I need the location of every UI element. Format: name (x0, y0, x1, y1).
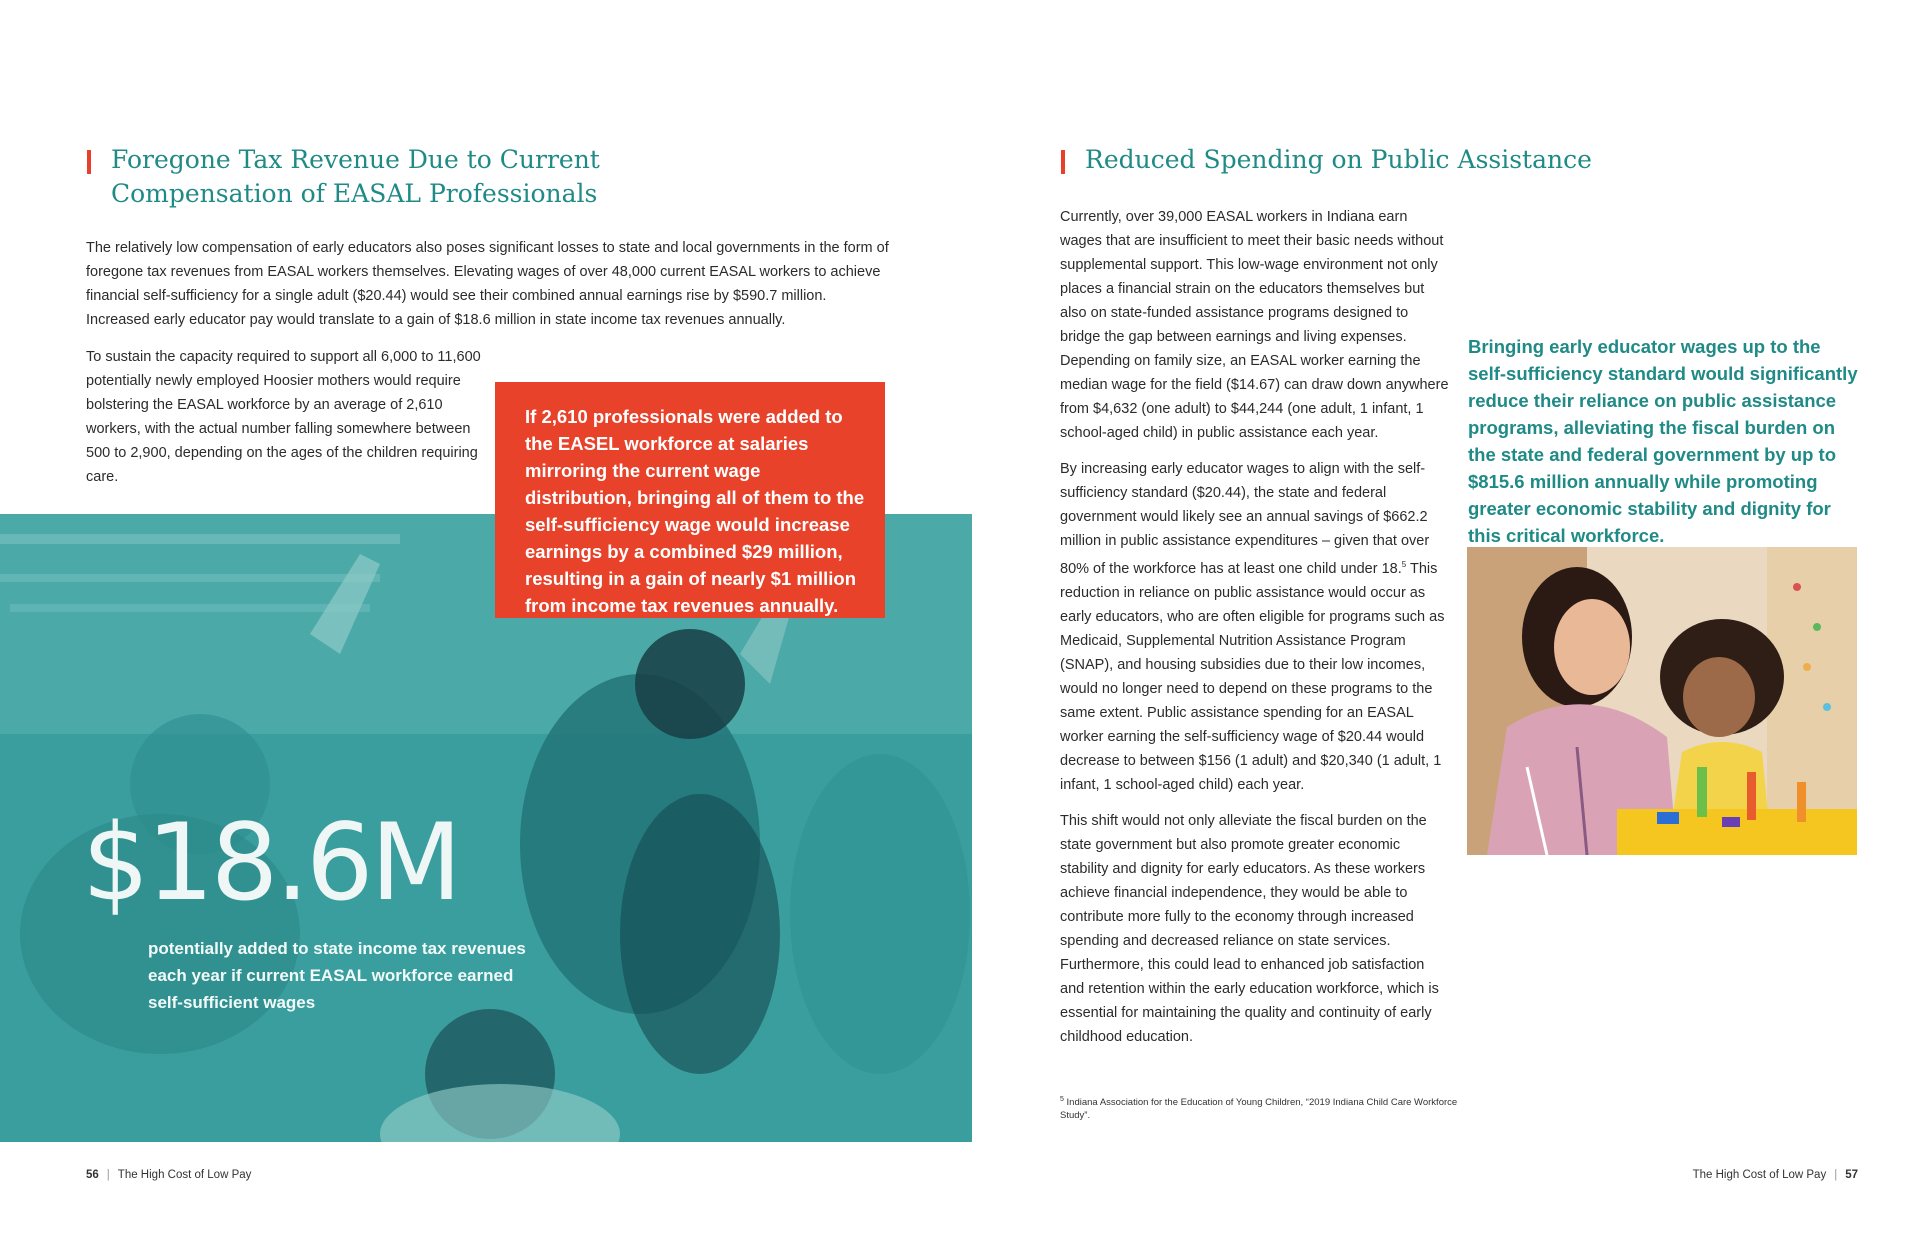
footnote-text: Indiana Association for the Education of Young Children, “2019 Indiana Child Care Workforce Study”. (1060, 1097, 1458, 1122)
right-paragraph-1: Currently, over 39,000 EASAL workers in Indiana earn wages that are insufficient to meet their basic needs without supplemental support. This low-wage environment not only places a financial strain on the educators themselves but also on state-funded assistance programs designed to bridge the gap between earnings and living expenses. Depending on family size, an EASAL worker earning the median wage for the field ($14.67) can draw down anywhere from $4,632 (one adult) to $44,244 (one adult, 1 infant, 1 school-aged child) in public assistance each year. (1060, 209, 1449, 441)
right-paragraph-3: This shift would not only alleviate the fiscal burden on the state government but also promote greater economic stability and dignity for early educators. As these workers achieve financial independence, they would be able to contribute more fully to the economy through increased spending and decreased reliance on state services. Furthermore, this could lead to enhanced job satisfaction and retention within the early education workforce, which is essential for maintaining the quality and continuity of early childhood education. (1060, 812, 1439, 1045)
teacher-child-photo (1467, 547, 1857, 855)
big-stat: $18.6M (82, 801, 459, 924)
left-footer-title: The High Cost of Low Pay (117, 1169, 252, 1181)
heading-accent-bar (1061, 150, 1065, 174)
left-heading-line2: Compensation of EASAL Professionals (111, 179, 598, 208)
heading-accent-bar (87, 150, 91, 174)
callout-text: If 2,610 professionals were added to the EASEL workforce at salaries mirroring the current wage distribution, bringing all of them to the self-sufficiency wage would increase earnings by a combined $29 million, resulting in a gain of nearly $1 million from income tax revenues annually. (525, 406, 865, 616)
left-paragraph-1 (86, 236, 892, 344)
left-page-number: 56 (86, 1169, 99, 1181)
pull-quote: Bringing early educator wages up to the self-sufficiency standard would significantly reduce their reliance on public assistance programs, alleviating the fiscal burden on the state and federal government by up to $815.6 million annually while promoting greater economic stability and dignity for this critical workforce. (1468, 336, 1858, 546)
footnote-number: 5 (1060, 1096, 1064, 1103)
right-paragraph-2a: By increasing early educator wages to align with the self-sufficiency standard ($20.44), the state and federal government would likely see an annual savings of $662.2 million in public assistance expenditures – given that over 80% of the workforce has at least one child under 18. (1060, 461, 1430, 577)
right-page-number: 57 (1845, 1169, 1858, 1181)
callout-box (495, 382, 885, 618)
footer-separator: | (1834, 1169, 1838, 1181)
left-paragraph-1-text: The relatively low compensation of early educators also poses significant losses to state and local governments in the form of foregone tax revenues from EASAL workers themselves. Elevating wages of over 48,000 current EASAL workers to achieve financial self-sufficiency for a single adult ($20.44) would see their combined annual earnings rise by $590.7 million. Increased early educator pay would translate to a gain of $18.6 million in state income tax revenues annually. (86, 240, 889, 328)
right-paragraph-2b: This reduction in reliance on public assistance would occur as early educators, who are often eligible for programs such as Medicaid, Supplemental Nutrition Assistance Program (SNAP), and housing subsidies due to their low incomes, would no longer need to depend on these programs to the same extent. Public assistance spending for an EASAL worker earning the self-sufficiency wage of $20.44 would decrease to between $156 (1 adult) and $20,340 (1 adult, 1 infant, 1 school-aged child) each year. (1060, 560, 1445, 793)
right-body (1060, 205, 1452, 1061)
left-paragraph-2-text: To sustain the capacity required to support all 6,000 to 11,600 potentially newly employed Hoosier mothers would require bolstering the EASAL workforce by an average of 2,610 workers, with the actual number falling somewhere between 500 to 2,900, depending on the ages of the children requiring care. (86, 349, 481, 485)
right-heading: Reduced Spending on Public Assistance (1085, 145, 1592, 174)
left-paragraph-2 (86, 345, 488, 501)
footnote-ref: 5 (1401, 560, 1407, 569)
right-footer-title: The High Cost of Low Pay (1692, 1169, 1827, 1181)
left-heading (111, 143, 751, 211)
right-footer (1693, 1169, 1858, 1181)
stat-caption: potentially added to state income tax revenues each year if current EASAL workforce earned self-sufficient wages (148, 939, 526, 1012)
footnote (1060, 1093, 1460, 1122)
right-paragraph-2 (1060, 457, 1452, 797)
footer-separator: | (106, 1169, 110, 1181)
teacher-child-illustration (1467, 547, 1857, 855)
left-footer (86, 1169, 251, 1181)
left-heading-line1: Foregone Tax Revenue Due to Current (111, 145, 600, 174)
